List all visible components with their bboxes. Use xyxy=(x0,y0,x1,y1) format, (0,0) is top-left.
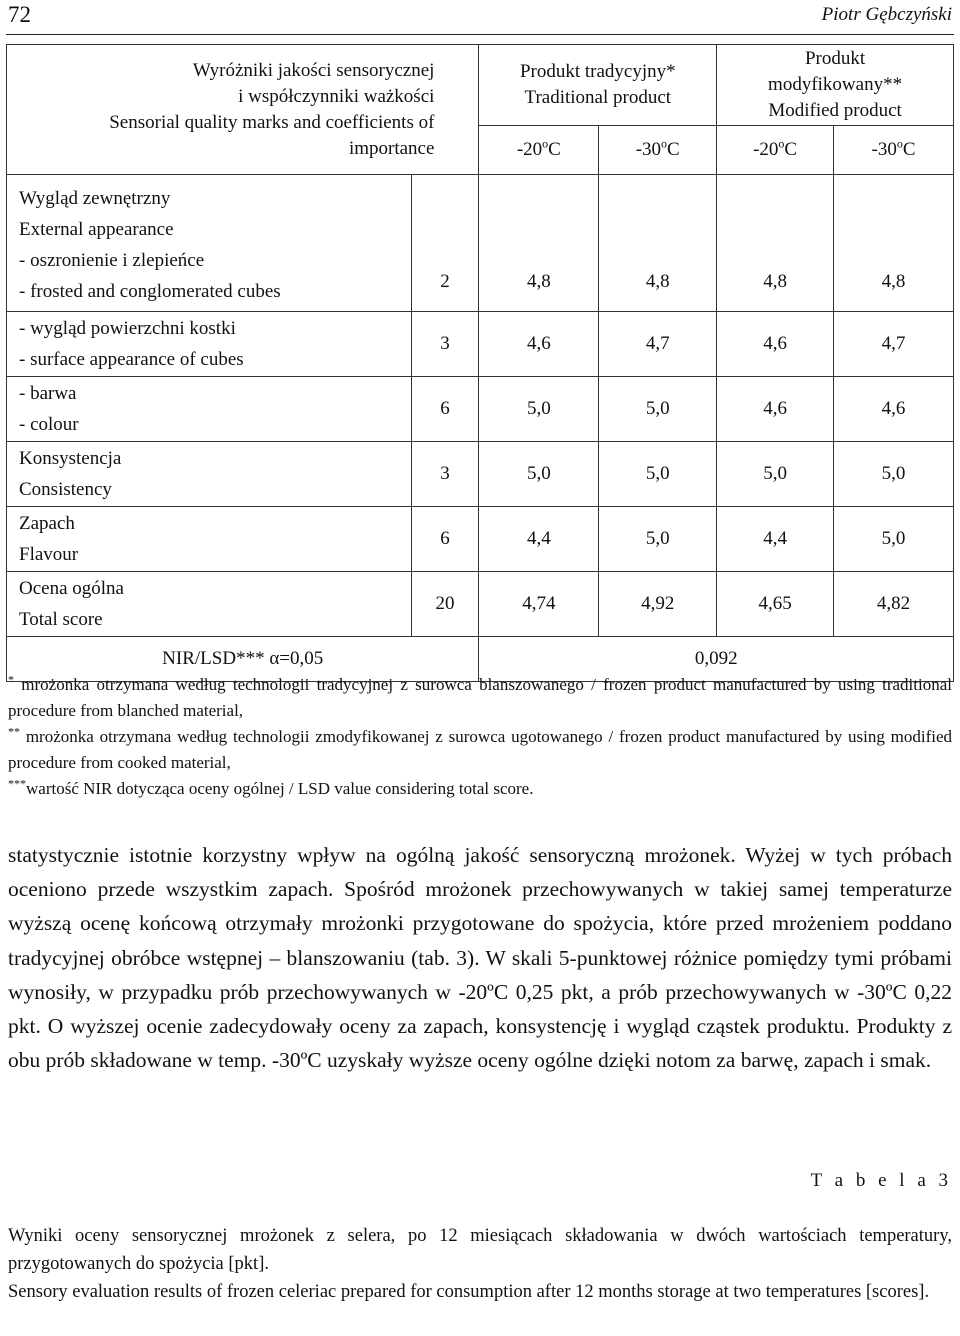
weight-cell: 6 xyxy=(411,377,479,442)
lsd-value: 0,092 xyxy=(479,637,954,682)
table-caption xyxy=(8,1222,952,1306)
value-cell: 5,0 xyxy=(479,377,599,442)
table-row xyxy=(7,442,954,507)
row-label: - wygląd powierzchni kostki - surface appearance of cubes xyxy=(7,312,412,377)
value-cell: 4,6 xyxy=(834,377,954,442)
table-row xyxy=(7,507,954,572)
value-cell: 5,0 xyxy=(479,442,599,507)
value-cell: 5,0 xyxy=(717,442,834,507)
header-rule xyxy=(6,34,954,35)
table-row xyxy=(7,175,954,312)
weight-cell: 2 xyxy=(411,175,479,312)
table-row xyxy=(7,377,954,442)
value-cell: 4,65 xyxy=(717,572,834,637)
page-header xyxy=(0,0,960,36)
temp-header: -30$^o$C xyxy=(834,126,954,175)
value-cell: 4,4 xyxy=(479,507,599,572)
temp-header: -20$^o$C xyxy=(717,126,834,175)
footnote: * mrożonka otrzymana według technologii tradycyjnej z surowca blanszowanego / frozen product manufactured by using traditional procedure from blanched material, xyxy=(8,672,952,720)
running-author: Piotr Gębczyński xyxy=(821,4,952,25)
temp-header: -30$^o$C xyxy=(599,126,717,175)
table-footnotes xyxy=(8,672,952,802)
value-cell: 4,4 xyxy=(717,507,834,572)
value-cell: 4,92 xyxy=(599,572,717,637)
value-cell: 4,6 xyxy=(717,377,834,442)
value-cell: 4,8 xyxy=(479,175,599,312)
value-cell: 4,6 xyxy=(717,312,834,377)
body-paragraph: statystycznie istotnie korzystny wpływ na ogólną jakość sensoryczną mrożonek. Wyżej w tych próbach oceniono przede wszystkim zapach. Spośród mrożonek przechowywanych w takiej samej temperaturze wyższą ocenę końcową otrzymały mrożonki przygotowane do spożycia, które przed mrożeniem poddano tradycyjnej obróbce wstępnej – blanszowaniu (tab. 3). W skali 5-punktowej różnice pomiędzy tymi próbami wynosiły, w przypadku prób przechowywanych w -20ºC 0,25 pkt, a prób przechowywanych w -30ºC 0,22 pkt. O wyższej ocenie zadecydowały oceny za zapach, konsystencję i wygląd cząstek produktu. Produkty z obu prób składowane w temp. -30ºC uzyskały wyższe oceny ogólne dzięki notom za barwę, zapach i smak. xyxy=(8,843,952,1073)
value-cell: 5,0 xyxy=(834,442,954,507)
row-label: Zapach Flavour xyxy=(7,507,412,572)
weight-cell: 20 xyxy=(411,572,479,637)
table-header-modified: Produkt modyfikowany** Modified product xyxy=(717,45,954,126)
table-header-traditional: Produkt tradycyjny* Traditional product xyxy=(479,45,717,126)
row-label: Konsystencja Consistency xyxy=(7,442,412,507)
lsd-label: NIR/LSD*** α=0,05 xyxy=(7,637,479,682)
weight-cell: 6 xyxy=(411,507,479,572)
results-table xyxy=(6,44,954,682)
value-cell: 4,7 xyxy=(834,312,954,377)
value-cell: 4,8 xyxy=(834,175,954,312)
value-cell: 5,0 xyxy=(599,377,717,442)
row-label: Ocena ogólna Total score xyxy=(7,572,412,637)
value-cell: 4,82 xyxy=(834,572,954,637)
value-cell: 4,74 xyxy=(479,572,599,637)
caption-english: Sensory evaluation results of frozen celeriac prepared for consumption after 12 months storage at two temperatures [scores]. xyxy=(8,1282,930,1302)
footnote: ***wartość NIR dotycząca oceny ogólnej / LSD value considering total score. xyxy=(8,776,534,798)
value-cell: 5,0 xyxy=(834,507,954,572)
value-cell: 5,0 xyxy=(599,442,717,507)
page-number: 72 xyxy=(8,2,31,27)
caption-polish: Wyniki oceny sensorycznej mrożonek z selera, po 12 miesiącach składowania w dwóch wartościach temperatury, przygotowanych do spożycia [pkt]. xyxy=(8,1226,952,1274)
row-label: - barwa - colour xyxy=(7,377,412,442)
weight-cell: 3 xyxy=(411,312,479,377)
temp-header: -20$^o$C xyxy=(479,126,599,175)
value-cell: 5,0 xyxy=(599,507,717,572)
table-row xyxy=(7,572,954,637)
value-cell: 4,7 xyxy=(599,312,717,377)
value-cell: 4,6 xyxy=(479,312,599,377)
row-label: Wygląd zewnętrzny External appearance - oszronienie i zlepieńce - frosted and conglomerated cubes xyxy=(7,175,412,312)
value-cell: 4,8 xyxy=(599,175,717,312)
table-label: T a b e l a 3 xyxy=(810,1170,952,1191)
table-row xyxy=(7,312,954,377)
table-header-criteria: Wyróżniki jakości sensorycznej i współczynniki ważkości Sensorial quality marks and coefficients of importance xyxy=(7,45,479,175)
footnote: ** mrożonka otrzymana według technologii zmodyfikowanej z surowca ugotowanego / frozen product manufactured by using modified procedure from cooked material, xyxy=(8,724,953,772)
weight-cell: 3 xyxy=(411,442,479,507)
value-cell: 4,8 xyxy=(717,175,834,312)
